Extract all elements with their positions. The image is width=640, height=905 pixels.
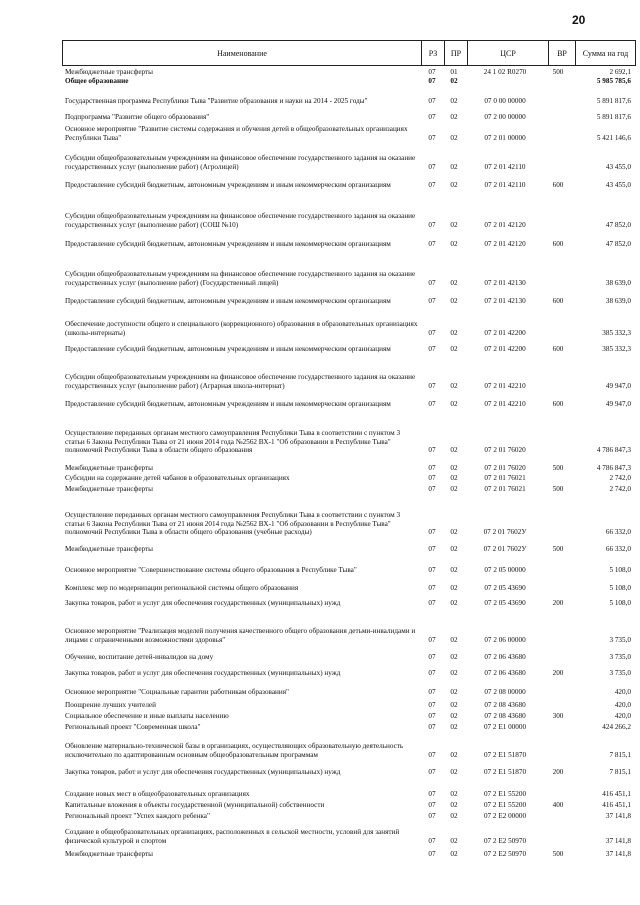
cell-csr: 07 2 01 42210 [484,381,526,390]
header-rz: РЗ [422,41,445,65]
header-name: Наименование [63,41,422,65]
cell-pr: 02 [450,485,458,493]
cell-name: Обучение, воспитание детей-инвалидов на дому [65,653,214,661]
cell-sum: 5 985 785,6 [596,77,631,85]
cell-pr: 02 [450,701,458,709]
cell-csr: 07 0 00 00000 [484,97,526,105]
cell-pr: 02 [450,464,458,472]
cell-pr: 02 [450,97,458,105]
header-pr: ПР [445,41,468,65]
cell-pr: 02 [450,688,458,696]
header-csr: ЦСР [468,41,549,65]
cell-pr: 02 [450,801,458,809]
cell-rz: 07 [428,701,436,709]
cell-csr: 07 2 01 42200 [484,345,526,353]
cell-pr: 02 [450,181,458,189]
cell-pr: 02 [450,790,458,798]
cell-rz: 07 [428,113,436,121]
cell-csr: 07 2 01 42110 [484,181,526,189]
cell-name: Межбюджетные трансферты [65,545,153,553]
cell-pr: 02 [450,345,458,353]
cell-csr: 07 2 Е1 55200 [483,801,527,809]
cell-pr: 02 [450,723,458,731]
cell-pr: 02 [450,528,458,537]
cell-sum: 5 108,0 [609,566,631,574]
cell-sum: 3 735,0 [609,653,631,661]
cell-csr: 07 2 01 42110 [484,162,526,171]
cell-sum: 7 815,1 [609,750,631,759]
cell-sum: 4 786 847,3 [596,446,631,455]
cell-vr: 600 [552,240,564,248]
cell-sum: 2 742,0 [609,485,631,493]
cell-rz: 07 [428,381,436,390]
cell-vr: 200 [552,599,564,607]
cell-name: Комплекс мер по модернизации региональной системы общего образования [65,584,299,592]
cell-pr: 02 [450,584,458,592]
cell-pr: 02 [450,381,458,390]
cell-rz: 07 [428,97,436,105]
cell-csr: 07 2 01 42130 [484,278,526,287]
cell-name: Субсидии общеобразовательным учреждениям на финансовое обеспечение государственного задания на оказание государственных услуг (выполнение работ) (Агролицей) [65,154,416,171]
cell-rz: 07 [428,790,436,798]
cell-rz: 07 [428,812,436,820]
cell-rz: 07 [428,768,436,776]
cell-rz: 07 [428,400,436,408]
cell-vr: 500 [552,485,564,493]
cell-csr: 07 2 01 7602У [483,545,527,553]
cell-csr: 07 2 Е2 50970 [483,850,527,858]
cell-rz: 07 [428,836,436,845]
cell-name: Региональный проект "Успех каждого ребенка" [65,812,210,820]
cell-csr: 07 2 01 42200 [484,328,526,337]
cell-sum: 420,0 [614,688,631,696]
cell-sum: 420,0 [614,701,631,709]
cell-sum: 5 421 146,6 [596,133,631,142]
cell-rz: 07 [428,584,436,592]
cell-name: Предоставление субсидий бюджетным, автономным учреждениям и иным некоммерческим организациям [65,297,391,305]
header-vr: ВР [549,41,576,65]
cell-pr: 02 [450,750,458,759]
cell-sum: 5 108,0 [609,584,631,592]
cell-name: Основное мероприятие "Социальные гарантии работникам образования" [65,688,289,696]
cell-csr: 07 2 01 00000 [484,133,526,142]
cell-rz: 07 [428,464,436,472]
cell-name: Межбюджетные трансферты [65,464,153,472]
cell-name: Закупка товаров, работ и услуг для обеспечения государственных (муниципальных) нужд [65,669,341,677]
cell-name: Межбюджетные трансферты [65,485,153,493]
cell-sum: 47 852,0 [605,220,631,229]
cell-csr: 07 2 01 42120 [484,240,526,248]
cell-name: Региональный проект "Современная школа" [65,723,201,731]
cell-name: Обновление материально-технической базы в организациях, осуществляющих образовательную деятельность исключительно по адаптированным основным общеобразовательным программам [65,742,404,759]
cell-name: Создание новых мест в общеобразовательных организациях [65,790,250,798]
cell-name: Создание в общеобразовательных организациях, расположенных в сельской местности, условий для занятий физической культурой и спортом [65,828,400,845]
cell-csr: 07 2 01 76021 [484,485,526,493]
cell-pr: 02 [450,812,458,820]
cell-name: Поощрение лучших учителей [65,701,156,709]
cell-rz: 07 [428,635,436,644]
cell-csr: 07 2 Е1 51870 [483,750,527,759]
cell-sum: 47 852,0 [605,240,631,248]
cell-pr: 02 [450,474,458,482]
cell-sum: 49 947,0 [605,381,631,390]
cell-pr: 02 [450,836,458,845]
cell-name: Общее образование [65,77,129,85]
cell-rz: 07 [428,345,436,353]
cell-name: Предоставление субсидий бюджетным, автономным учреждениям и иным некоммерческим организациям [65,240,391,248]
cell-rz: 07 [428,77,436,85]
cell-sum: 66 332,0 [605,528,631,537]
cell-pr: 02 [450,328,458,337]
cell-vr: 600 [552,345,564,353]
cell-vr: 300 [552,712,564,720]
cell-csr: 07 2 06 43680 [484,669,526,677]
cell-sum: 5 891 817,6 [596,113,631,121]
cell-vr: 200 [552,768,564,776]
cell-pr: 02 [450,712,458,720]
cell-rz: 07 [428,669,436,677]
cell-name: Предоставление субсидий бюджетным, автономным учреждениям и иным некоммерческим организациям [65,345,391,353]
cell-csr: 07 2 01 76020 [484,446,526,455]
cell-csr: 07 2 01 76020 [484,464,526,472]
cell-pr: 02 [450,669,458,677]
cell-csr: 07 2 Е1 00000 [483,723,527,731]
cell-pr: 02 [450,162,458,171]
cell-pr: 02 [450,566,458,574]
cell-sum: 385 332,3 [602,345,631,353]
cell-rz: 07 [428,750,436,759]
cell-vr: 400 [552,801,564,809]
cell-csr: 07 2 06 43680 [484,653,526,661]
cell-pr: 02 [450,133,458,142]
cell-name: Основное мероприятие "Совершенствование системы общего образования в Республике Тыва" [65,566,357,574]
cell-sum: 37 141,8 [605,812,631,820]
cell-sum: 3 735,0 [609,669,631,677]
cell-rz: 07 [428,801,436,809]
cell-csr: 07 2 06 00000 [484,635,526,644]
cell-sum: 7 815,1 [609,768,631,776]
cell-vr: 500 [552,464,564,472]
cell-rz: 07 [428,328,436,337]
cell-name: Социальное обеспечение и иные выплаты населению [65,712,229,720]
cell-sum: 37 141,8 [605,850,631,858]
cell-name: Субсидии общеобразовательным учреждениям на финансовое обеспечение государственного задания на оказание государственных услуг (выполнение работ) (Государственный лицей) [65,270,416,287]
cell-name: Закупка товаров, работ и услуг для обеспечения государственных (муниципальных) нужд [65,599,341,607]
cell-csr: 07 2 08 43680 [484,712,526,720]
cell-sum: 38 639,0 [605,278,631,287]
cell-sum: 43 455,0 [605,162,631,171]
cell-sum: 2 742,0 [609,474,631,482]
cell-pr: 01 [450,68,458,76]
cell-csr: 07 2 Е1 55200 [483,790,527,798]
cell-csr: 07 2 Е2 50970 [483,836,527,845]
cell-vr: 500 [552,68,564,76]
cell-name: Капитальные вложения в объекты государственной (муниципальной) собственности [65,801,325,809]
cell-rz: 07 [428,850,436,858]
cell-rz: 07 [428,688,436,696]
cell-csr: 07 2 01 7602У [483,528,527,537]
cell-rz: 07 [428,474,436,482]
cell-rz: 07 [428,68,436,76]
cell-name: Обеспечение доступности общего и специального (коррекционного) образования в образовательных организациях (школы-интернаты) [65,320,418,337]
cell-csr: 24 1 02 R0270 [483,68,527,76]
cell-name: Субсидии общеобразовательным учреждениям на финансовое обеспечение государственного задания на оказание государственных услуг (выполнение работ) (Аграрная школа-интернат) [65,373,416,390]
cell-rz: 07 [428,653,436,661]
cell-pr: 02 [450,278,458,287]
cell-name: Предоставление субсидий бюджетным, автономным учреждениям и иным некоммерческим организациям [65,181,391,189]
cell-csr: 07 2 05 00000 [484,566,526,574]
cell-sum: 5 891 817,6 [596,97,631,105]
cell-name: Межбюджетные трансферты [65,68,153,76]
cell-rz: 07 [428,133,436,142]
cell-csr: 07 2 01 42210 [484,400,526,408]
cell-name: Государственная программа Республики Тыва "Развитие образования и науки на 2014 - 2025 годы" [65,97,368,105]
cell-rz: 07 [428,545,436,553]
cell-name: Межбюджетные трансферты [65,850,153,858]
cell-csr: 07 2 05 43690 [484,599,526,607]
cell-pr: 02 [450,599,458,607]
cell-rz: 07 [428,278,436,287]
cell-rz: 07 [428,712,436,720]
cell-pr: 02 [450,545,458,553]
cell-csr: 07 2 08 43680 [484,701,526,709]
cell-name: Подпрограмма "Развитие общего образования" [65,113,210,121]
cell-sum: 2 692,1 [609,68,631,76]
cell-name: Субсидии на содержание детей чабанов в образовательных организациях [65,474,290,482]
cell-sum: 3 735,0 [609,635,631,644]
cell-sum: 416 451,1 [602,801,631,809]
cell-sum: 43 455,0 [605,181,631,189]
cell-rz: 07 [428,220,436,229]
cell-pr: 02 [450,768,458,776]
cell-rz: 07 [428,566,436,574]
cell-pr: 02 [450,220,458,229]
cell-csr: 07 2 01 76021 [484,474,526,482]
cell-pr: 02 [450,297,458,305]
cell-vr: 600 [552,297,564,305]
cell-sum: 66 332,0 [605,545,631,553]
cell-name: Основное мероприятие "Реализация моделей получения качественного общего образования детьми-инвалидами и лицами с ограниченными возможностями здоровья" [65,627,416,644]
cell-pr: 02 [450,240,458,248]
header-sum: Сумма на год [582,48,629,58]
cell-sum: 416 451,1 [602,790,631,798]
cell-sum: 385 332,3 [602,328,631,337]
cell-csr: 07 2 00 00000 [484,113,526,121]
cell-rz: 07 [428,528,436,537]
cell-csr: 07 2 01 42120 [484,220,526,229]
cell-name: Осуществление переданных органам местного самоуправления Республики Тыва в соответствии с пунктом 3 статьи 6 Закона Республики Тыва от 21 июня 2014 года №2562 ВХ-1 "Об образовании в Республике Тыва" полномочий Республики Тыва в области общего образования [65,429,401,455]
cell-name: Основное мероприятие "Развитие системы содержания и обучения детей в общеобразовательных организациях Республики Тыва" [65,125,408,142]
cell-rz: 07 [428,162,436,171]
cell-pr: 02 [450,77,458,85]
cell-csr: 07 2 08 00000 [484,688,526,696]
cell-vr: 500 [552,545,564,553]
cell-name: Субсидии общеобразовательным учреждениям на финансовое обеспечение государственного задания на оказание государственных услуг (выполнение работ) (СОШ №10) [65,212,416,229]
cell-vr: 500 [552,850,564,858]
cell-rz: 07 [428,181,436,189]
page-number: 20 [572,13,586,27]
cell-name: Осуществление переданных органам местного самоуправления Республики Тыва в соответствии с пунктом 3 статьи 6 Закона Республики Тыва от 21 июня 2014 года №2562 ВХ-1 "Об образовании в Республике Тыва" полномочий Республики Тыва в области общего образования (учебные расходы) [65,511,401,537]
cell-pr: 02 [450,446,458,455]
cell-pr: 02 [450,400,458,408]
cell-vr: 600 [552,400,564,408]
cell-rz: 07 [428,240,436,248]
cell-pr: 02 [450,635,458,644]
cell-sum: 38 639,0 [605,297,631,305]
cell-csr: 07 2 Е1 51870 [483,768,527,776]
cell-pr: 02 [450,850,458,858]
cell-name: Предоставление субсидий бюджетным, автономным учреждениям и иным некоммерческим организациям [65,400,391,408]
cell-csr: 07 2 Е2 00000 [483,812,527,820]
cell-pr: 02 [450,653,458,661]
cell-rz: 07 [428,723,436,731]
cell-rz: 07 [428,599,436,607]
cell-pr: 02 [450,113,458,121]
cell-name: Закупка товаров, работ и услуг для обеспечения государственных (муниципальных) нужд [65,768,341,776]
cell-sum: 37 141,8 [605,836,631,845]
cell-rz: 07 [428,446,436,455]
cell-sum: 5 108,0 [609,599,631,607]
cell-vr: 600 [552,181,564,189]
cell-sum: 424 266,2 [602,723,631,731]
cell-sum: 4 786 847,3 [596,464,631,472]
cell-rz: 07 [428,485,436,493]
cell-rz: 07 [428,297,436,305]
cell-csr: 07 2 05 43690 [484,584,526,592]
cell-vr: 200 [552,669,564,677]
cell-sum: 420,0 [614,712,631,720]
table-header [62,40,636,66]
cell-csr: 07 2 01 42130 [484,297,526,305]
cell-sum: 49 947,0 [605,400,631,408]
